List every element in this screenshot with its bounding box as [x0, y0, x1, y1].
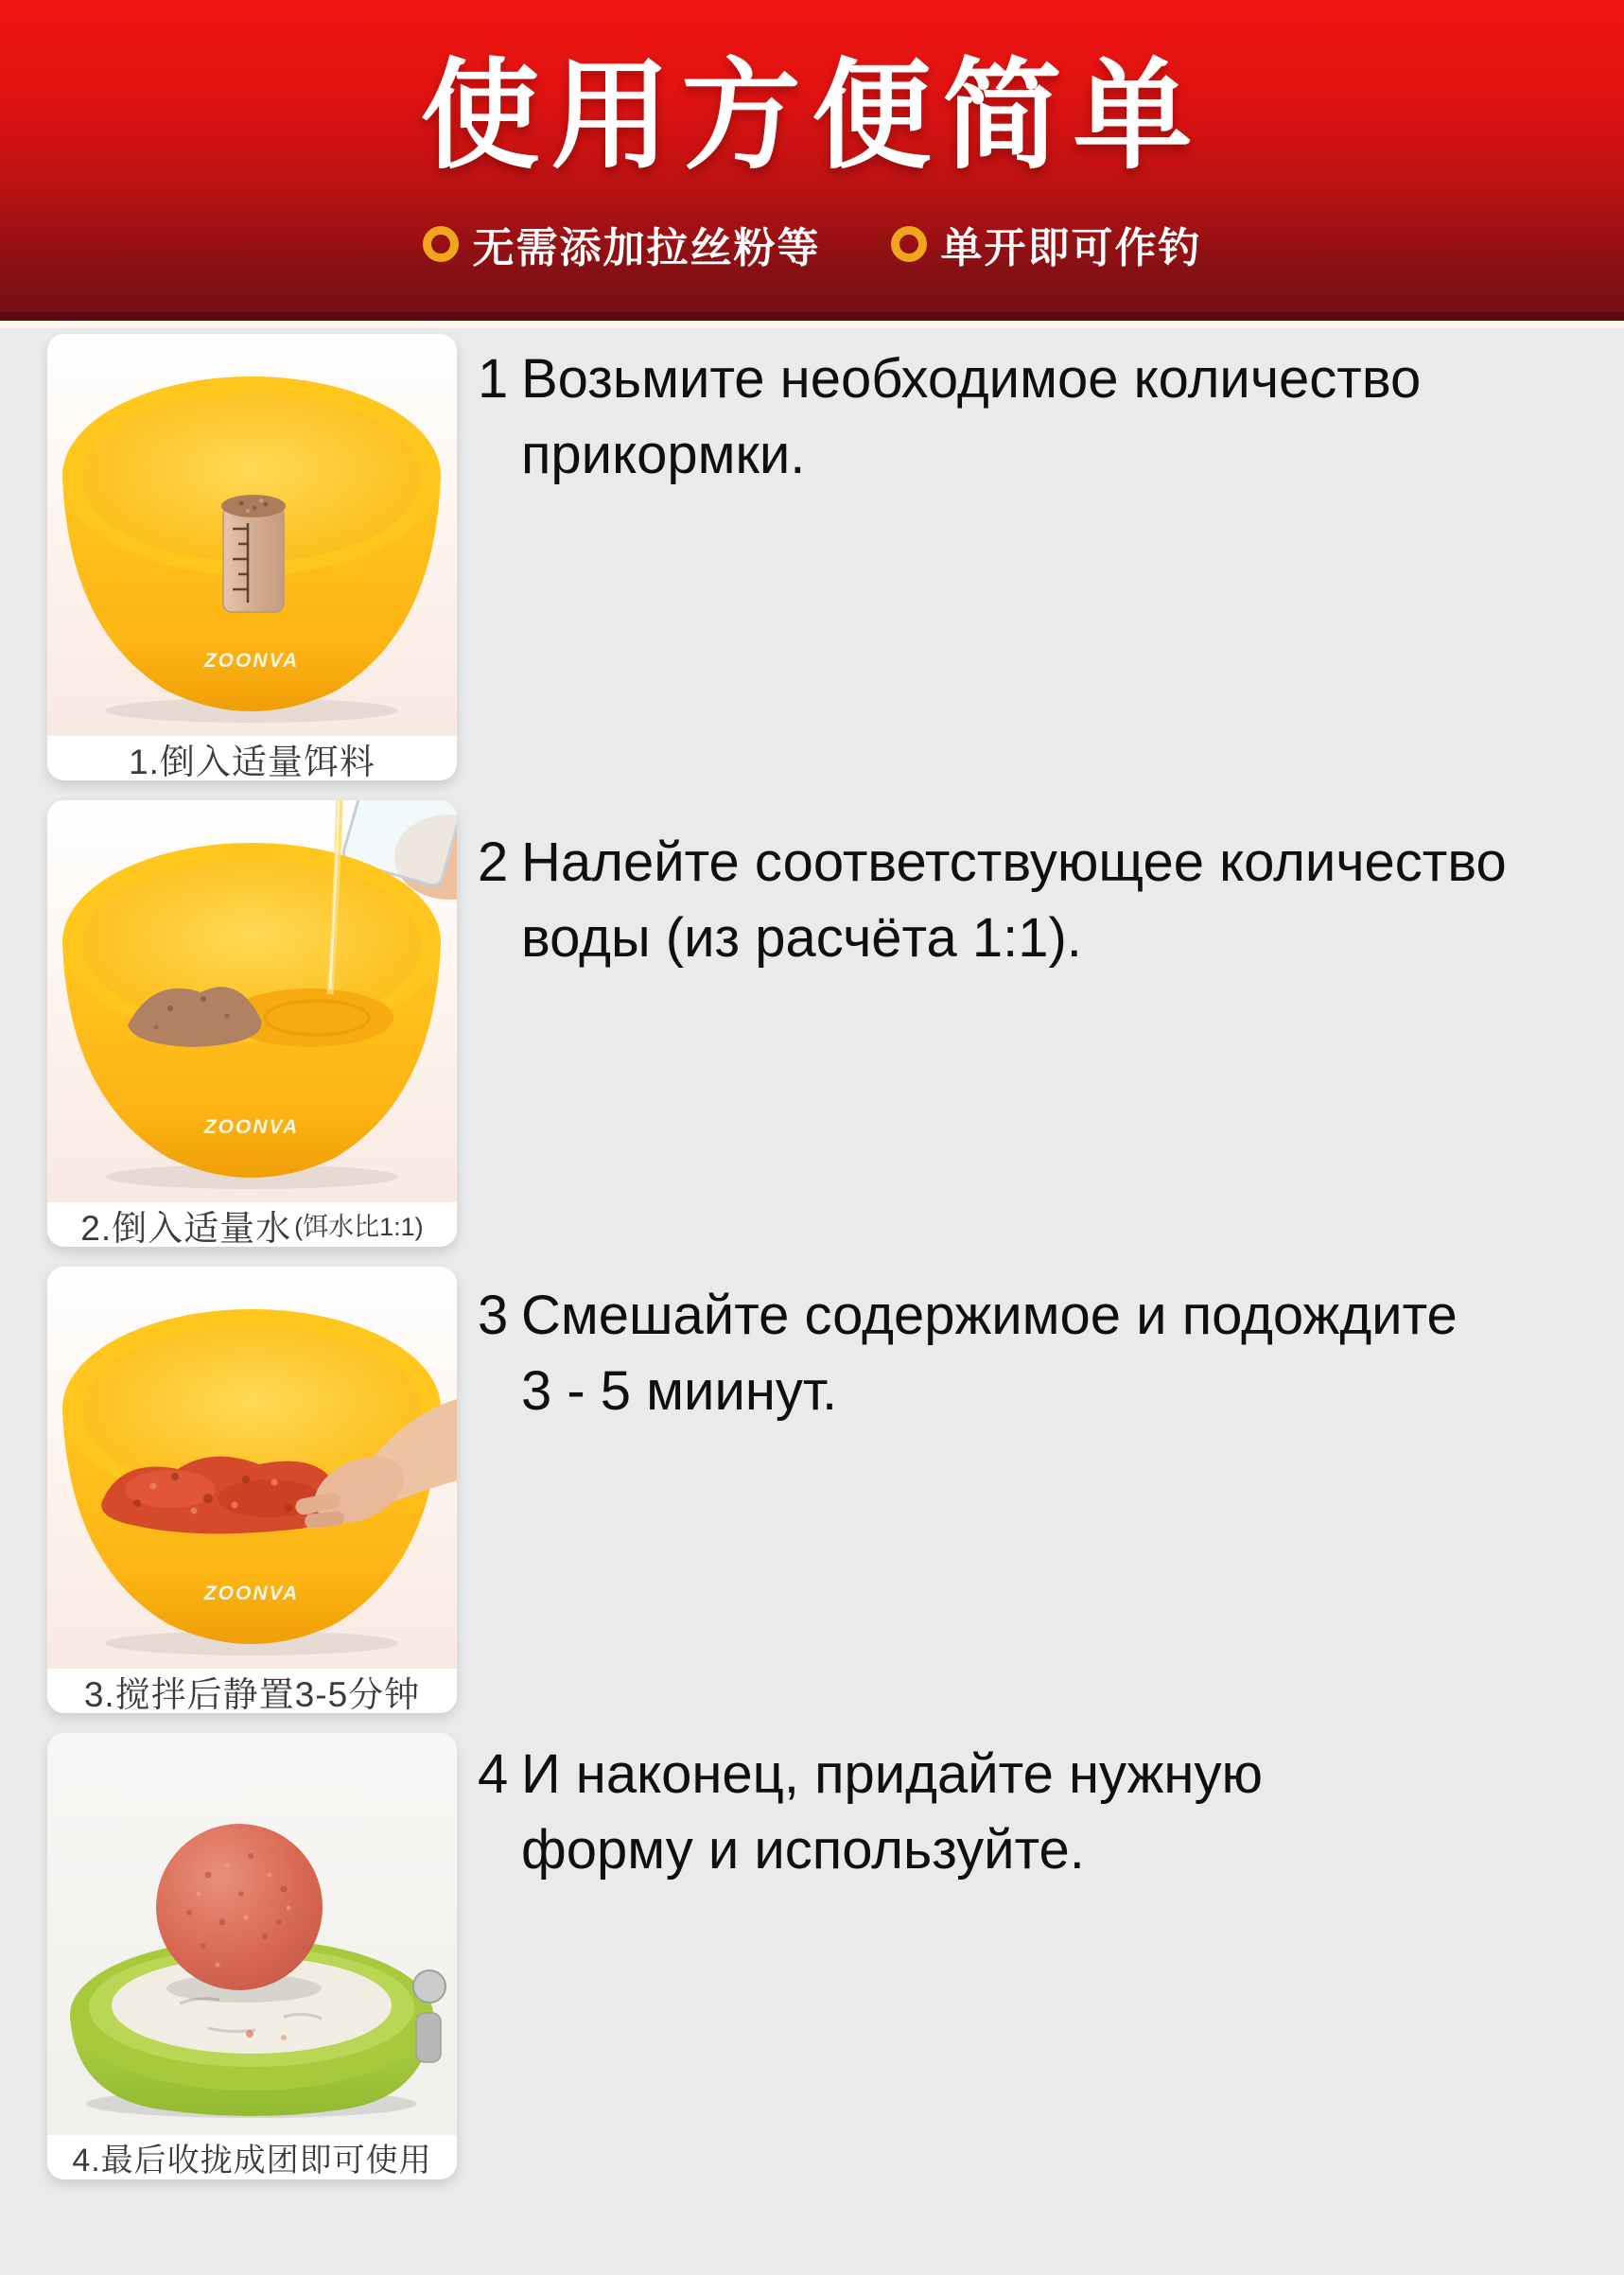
- step1-caption-text: 1.倒入适量饵料: [129, 742, 375, 780]
- header-bullet-row: [0, 214, 1624, 274]
- step4-caption: [47, 2135, 457, 2179]
- step4-card: [47, 1733, 457, 2179]
- step2-text: [521, 825, 1507, 976]
- header-bottom-edge: [0, 312, 1624, 321]
- step2-caption: [47, 1202, 457, 1247]
- step3-caption: [47, 1669, 457, 1713]
- header-banner: [0, 0, 1624, 312]
- step4-number: 4: [478, 1743, 509, 1805]
- gold-ring-icon: [423, 226, 459, 262]
- bowl-brand-logo: ZOONVA: [203, 650, 300, 672]
- step2-photo-pouring-water: [47, 800, 457, 1202]
- step1-caption: [47, 736, 457, 780]
- step2-caption-note: (饵水比1:1): [294, 1213, 424, 1241]
- step4-instruction: [478, 1733, 1263, 1888]
- bowl-brand-logo: ZOONVA: [203, 1583, 300, 1604]
- step3-card: [47, 1267, 457, 1713]
- step4-line1: И наконец, придайте нужную: [521, 1743, 1263, 1805]
- step-row-1: [47, 334, 1624, 780]
- step4-photo-bait-ball-on-tray: [47, 1733, 457, 2135]
- header-light-divider: [0, 321, 1624, 328]
- bait-ball-tray-illustration: [47, 1733, 457, 2135]
- step4-caption-text: 4.最后收拢成团即可使用: [72, 2143, 432, 2179]
- step1-card: [47, 334, 457, 780]
- bullet-1-label: 无需添加拉丝粉等: [472, 225, 821, 272]
- step3-number: 3: [478, 1285, 509, 1346]
- step3-photo-mixing-bait: [47, 1267, 457, 1669]
- step1-number: 1: [478, 348, 509, 410]
- bowl-mixing-hand-illustration: [47, 1267, 457, 1669]
- steps-list: [0, 328, 1624, 2275]
- step1-photo-bowl-with-measuring-cup: [47, 334, 457, 736]
- bullet-2-label: 单开即可作钓: [940, 225, 1202, 272]
- step2-caption-text: 2.倒入适量水: [80, 1208, 292, 1247]
- metal-hinge-shape: [413, 1970, 445, 2003]
- step-row-4: [47, 1733, 1624, 2179]
- metal-pin-shape: [416, 2013, 441, 2062]
- step1-line2: прикормки.: [521, 424, 806, 486]
- bowl-brand-logo: ZOONVA: [203, 1116, 300, 1138]
- step-row-2: [47, 800, 1624, 1247]
- step1-text: [521, 341, 1421, 493]
- gold-ring-icon: [891, 226, 927, 262]
- step1-instruction: [478, 334, 1421, 493]
- step2-line2: воды (из расчёта 1:1).: [521, 907, 1082, 970]
- step2-number: 2: [478, 831, 509, 893]
- step3-caption-text: 3.搅拌后静置3-5分钟: [83, 1674, 421, 1713]
- bowl-pouring-water-illustration: [47, 800, 457, 1202]
- page-title: 使用方便简单: [420, 49, 1204, 183]
- bowl-measuring-cup-illustration: [47, 334, 457, 736]
- step2-instruction: [478, 800, 1507, 976]
- step3-instruction: [478, 1267, 1458, 1429]
- step4-line2: форму и используйте.: [521, 1819, 1085, 1881]
- step3-line2: 3 - 5 миинут.: [521, 1360, 838, 1423]
- step1-line1: Возьмите необходимое количество: [521, 348, 1422, 410]
- step-row-3: [47, 1267, 1624, 1713]
- step2-card: [47, 800, 457, 1247]
- step3-text: [521, 1278, 1458, 1429]
- step4-text: [521, 1737, 1263, 1888]
- step3-line1: Смешайте содержимое и подождите: [521, 1285, 1458, 1346]
- bait-ball-shape: [156, 1824, 323, 1990]
- step2-line1: Налейте соответствующее количество: [521, 831, 1507, 893]
- header-bullet-1: [423, 214, 821, 274]
- header-bullet-2: [891, 214, 1202, 274]
